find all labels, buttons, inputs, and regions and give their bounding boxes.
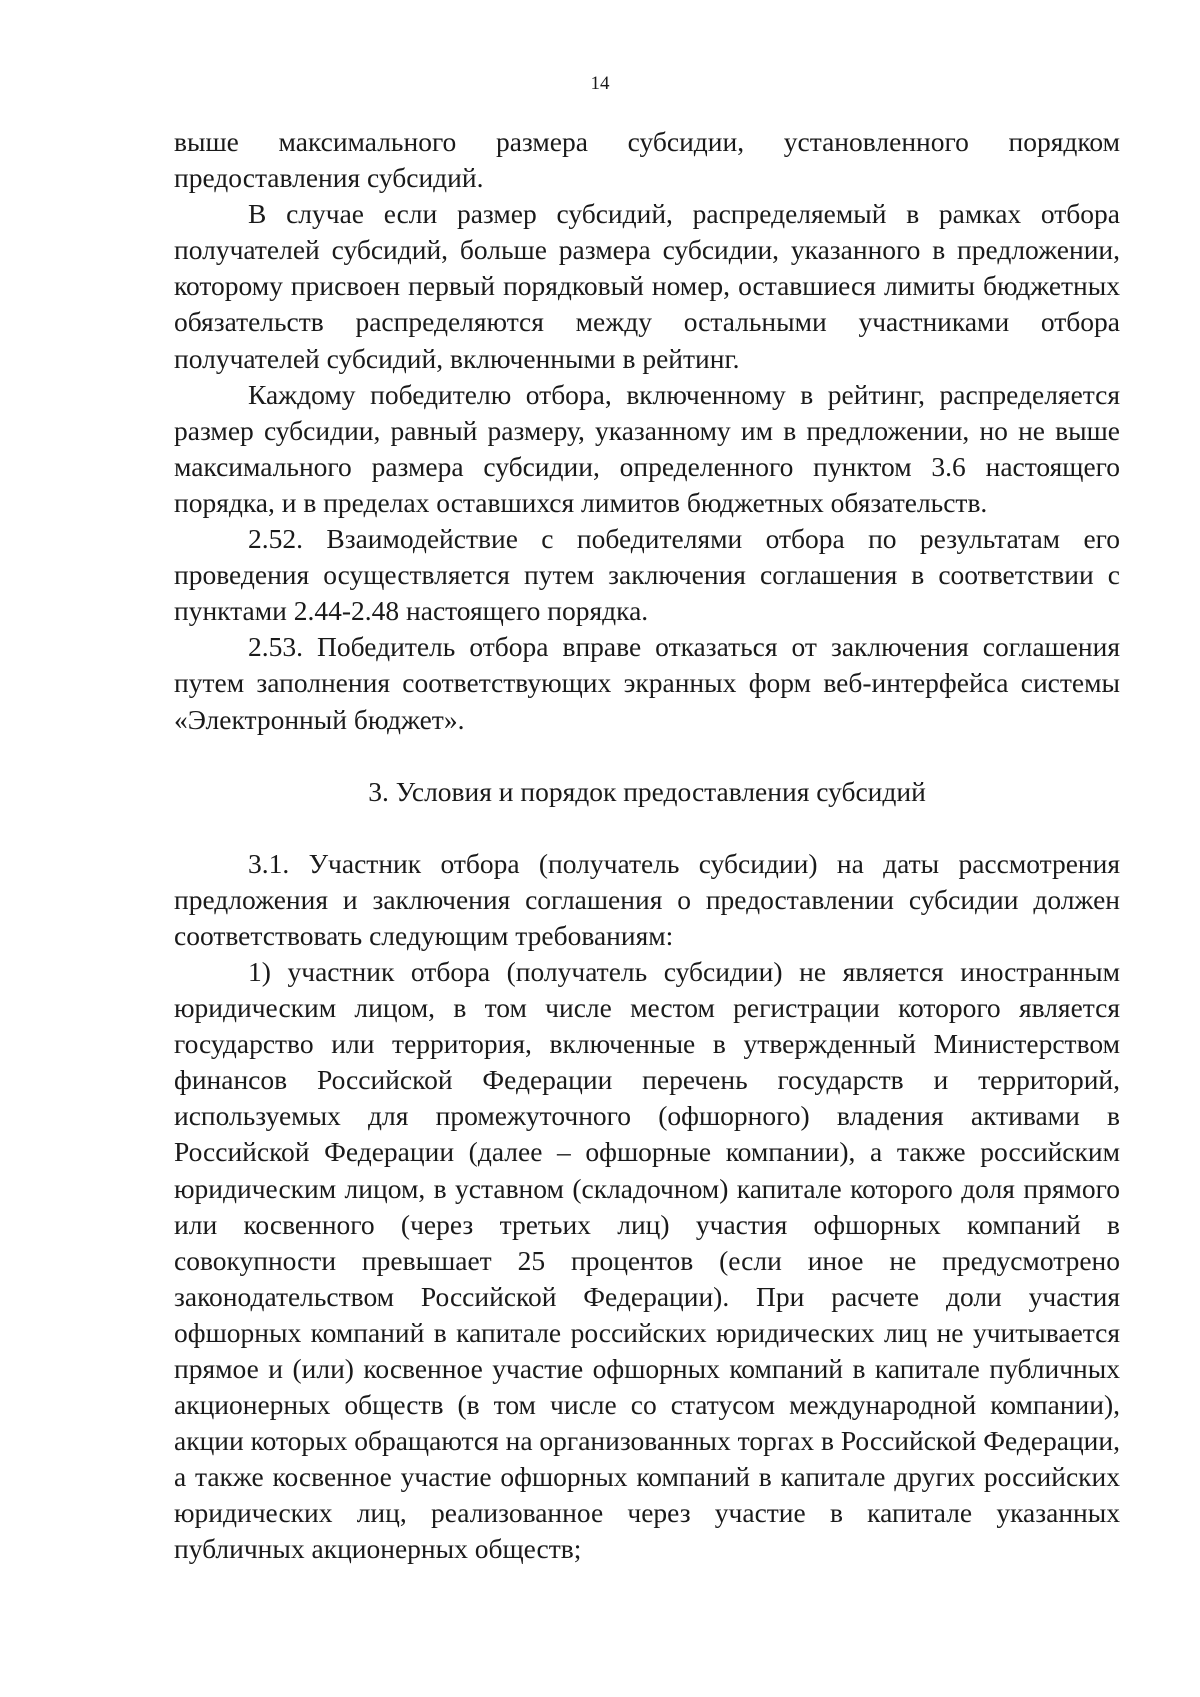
paragraph-2-52: 2.52. Взаимодействие с победителями отбора по результатам его проведения осуществляется путем заключения соглашения в соответствии с пунктами 2.44-2.48 настоящего порядка.: [174, 523, 1120, 627]
paragraph-remaining-limits: В случае если размер субсидий, распределяемый в рамках отбора получателей субсидий, больше размера субсидии, указанного в предложении, которому присвоен первый порядковый номер, оставшиеся лимиты бюджетных обязательств распределяются между остальными участниками отбора получателей субсидий, включенными в рейтинг.: [174, 198, 1120, 374]
section-heading: 3. Условия и порядок предоставления субсидий: [368, 775, 926, 807]
page-number: 14: [590, 73, 610, 94]
paragraph-2-53: 2.53. Победитель отбора вправе отказаться от заключения соглашения путем заполнения соответствующих экранных форм веб-интерфейса системы «Электронный бюджет».: [174, 631, 1120, 735]
document-body: [174, 124, 1120, 1568]
paragraph-continuation: выше максимального размера субсидии, установленного порядком предоставления субсидий.: [174, 126, 1120, 194]
paragraph-winner-distribution: Каждому победителю отбора, включенному в рейтинг, распределяется размер субсидии, равный размеру, указанному им в предложении, но не выше максимального размера субсидии, определенного пунктом 3.6 настоящего порядка, и в пределах оставшихся лимитов бюджетных обязательств.: [174, 378, 1120, 518]
paragraph-3-1-item-1: 1) участник отбора (получатель субсидии) не является иностранным юридическим лицом, в том числе местом регистрации которого является государство или территория, включенные в утвержденный Министерством финансов Российской Федерации перечень государств и территорий, используемых для промежуточного (офшорного) владения активами в Российской Федерации (далее – офшорные компании), а также российским юридическим лицом, в уставном (складочном) капитале которого доля прямого или косвенного (через третьих лиц) участия офшорных компаний в совокупности превышает 25 процентов (если иное не предусмотрено законодательством Российской Федерации). При расчете доли участия офшорных компаний в капитале российских юридических лиц не учитывается прямое и (или) косвенное участие офшорных компаний в капитале публичных акционерных обществ (в том числе со статусом международной компании), акции которых обращаются на организованных торгах в Российской Федерации, а также косвенное участие офшорных компаний в капитале других российских юридических лиц, реализованное через участие в капитале указанных публичных акционерных обществ;: [174, 955, 1120, 1565]
paragraph-3-1: 3.1. Участник отбора (получатель субсидии) на даты рассмотрения предложения и заключения соглашения о предоставлении субсидии должен соответствовать следующим требованиям:: [174, 847, 1120, 951]
